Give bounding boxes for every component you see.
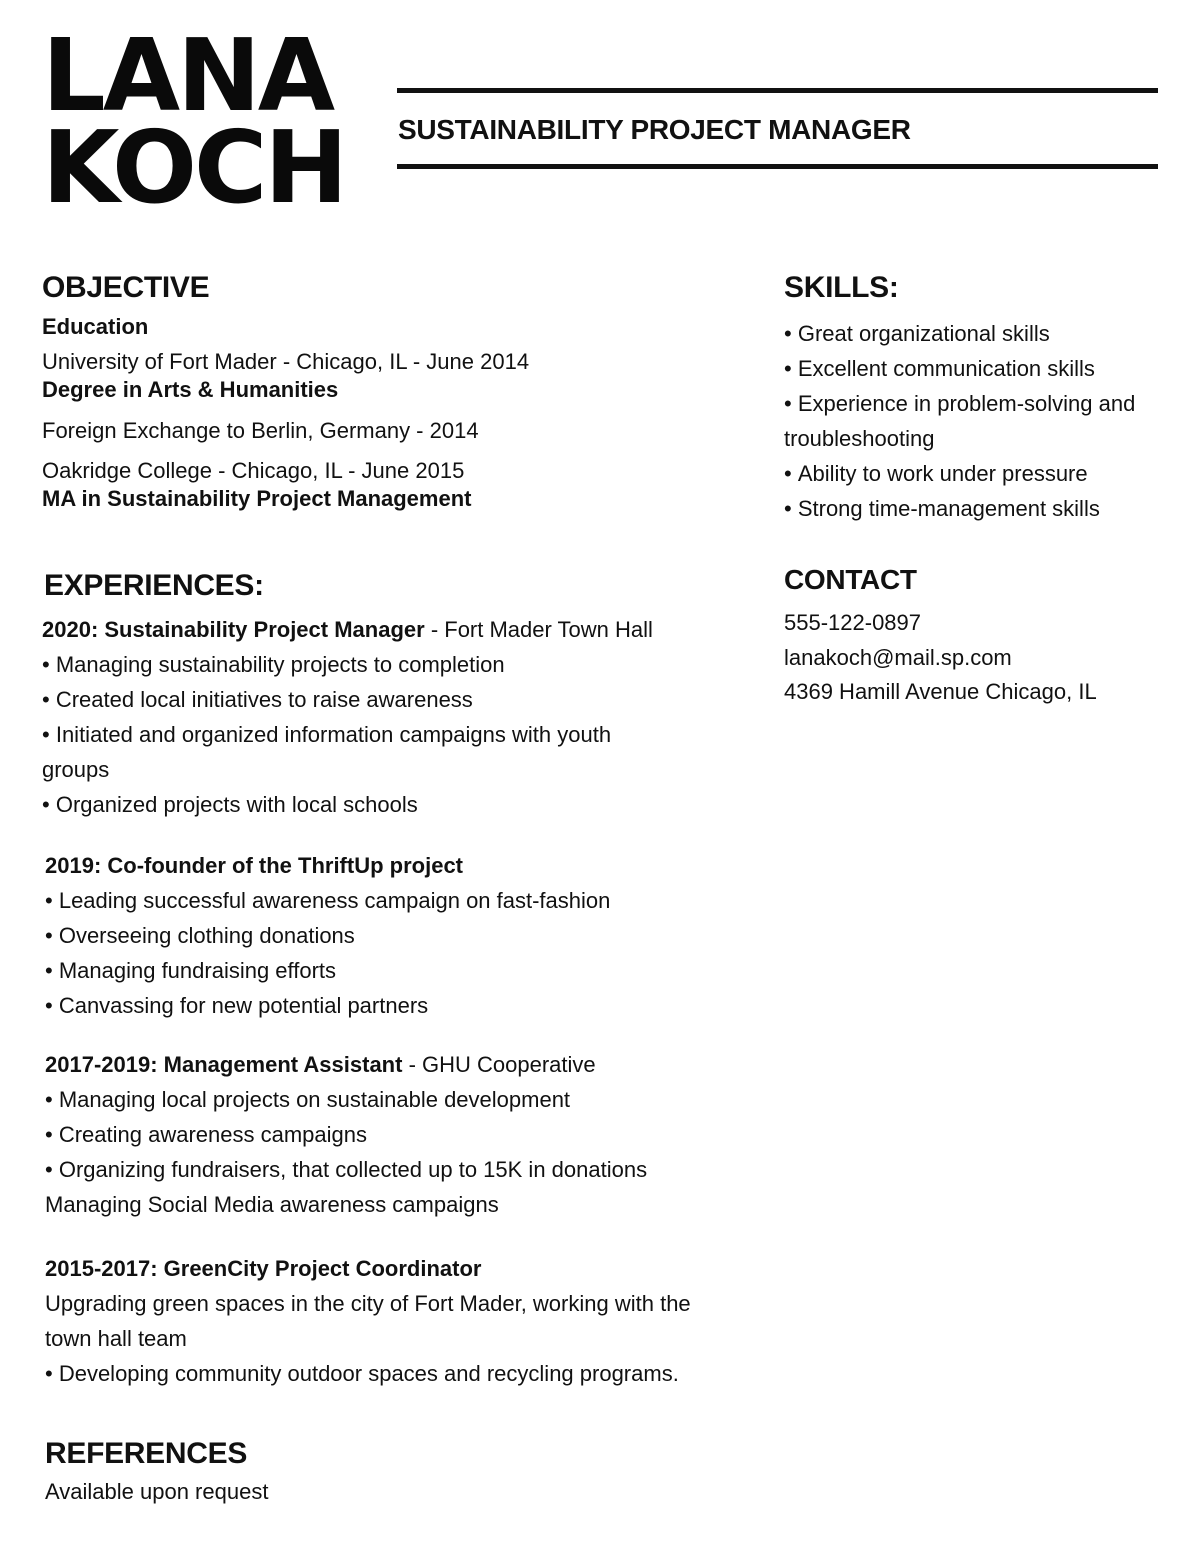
header-rule-top <box>397 88 1158 93</box>
contact-address: 4369 Hamill Avenue Chicago, IL <box>784 679 1097 704</box>
job-title: 2017-2019: Management Assistant <box>45 1052 403 1077</box>
job-entry <box>45 848 742 1023</box>
job-bullet: • Canvassing for new potential partners <box>45 988 742 1023</box>
job-bullet: • Creating awareness campaigns <box>45 1117 742 1152</box>
job-title: 2015-2017: GreenCity Project Coordinator <box>45 1256 482 1281</box>
contact-heading: CONTACT <box>784 564 917 595</box>
education-place: Foreign Exchange to Berlin, Germany - 2014 <box>42 418 479 443</box>
job-entry <box>45 1251 742 1391</box>
job-title: 2019: Co-founder of the ThriftUp project <box>45 853 463 878</box>
last-name: KOCH <box>42 109 346 226</box>
header-rule-bottom <box>397 164 1158 169</box>
skill-item: • Great organizational skills <box>784 316 1169 351</box>
job-heading <box>45 1047 742 1082</box>
job-bullet: • Organizing fundraisers, that collected up to 15K in donations <box>45 1152 742 1187</box>
left-column <box>42 268 742 1509</box>
objective-section <box>42 268 742 513</box>
education-degree: Degree in Arts & Humanities <box>42 377 339 402</box>
experiences-heading: EXPERIENCES: <box>44 569 264 602</box>
job-bullet: • Managing sustainability projects to completion <box>42 647 682 682</box>
job-bullet: • Created local initiatives to raise awareness <box>42 682 682 717</box>
job-heading <box>42 612 742 647</box>
job-title: 2020: Sustainability Project Manager <box>42 617 425 642</box>
job-intro: Upgrading green spaces in the city of Fort Mader, working with the town hall team <box>45 1291 691 1351</box>
skills-heading: SKILLS: <box>784 271 899 304</box>
skills-section <box>784 268 1174 526</box>
contact-phone: 555-122-0897 <box>784 610 922 635</box>
job-bullet: • Developing community outdoor spaces and recycling programs. <box>45 1356 742 1391</box>
job-bullets <box>45 883 742 1023</box>
job-bullet: • Overseeing clothing donations <box>45 918 742 953</box>
job-heading <box>45 848 742 883</box>
first-name: LANA <box>42 17 333 134</box>
job-org: - GHU Cooperative <box>402 1052 596 1077</box>
education-label: Education <box>42 314 149 339</box>
job-bullets <box>45 1082 742 1187</box>
references-section <box>45 1434 742 1509</box>
job-heading <box>45 1251 742 1286</box>
job-entry <box>42 612 742 822</box>
skill-item: • Excellent communication skills <box>784 351 1169 386</box>
right-column <box>784 268 1174 710</box>
job-title: SUSTAINABILITY PROJECT MANAGER <box>398 114 911 145</box>
skills-list <box>784 316 1169 526</box>
job-bullet: • Initiated and organized information campaigns with youth groups <box>42 717 682 787</box>
education-degree: MA in Sustainability Project Management <box>42 486 472 511</box>
education-place: Oakridge College - Chicago, IL - June 2015 <box>42 458 465 483</box>
candidate-name <box>42 17 346 226</box>
job-bullet: • Managing fundraising efforts <box>45 953 742 988</box>
job-org: - Fort Mader Town Hall <box>424 617 653 642</box>
contact-section <box>784 560 1174 710</box>
contact-email: lanakoch@mail.sp.com <box>784 644 1012 670</box>
references-heading: REFERENCES <box>45 1437 248 1470</box>
job-bullet: • Managing local projects on sustainable development <box>45 1082 742 1117</box>
skill-item: • Strong time-management skills <box>784 491 1169 526</box>
skill-item: • Ability to work under pressure <box>784 456 1169 491</box>
objective-heading: OBJECTIVE <box>42 271 210 304</box>
job-bullet: • Leading successful awareness campaign on fast-fashion <box>45 883 742 918</box>
skill-item: • Experience in problem-solving and troubleshooting <box>784 386 1169 456</box>
experiences-section <box>44 566 742 1391</box>
job-bullets <box>42 647 682 822</box>
job-bullets <box>45 1356 742 1391</box>
references-text: Available upon request <box>45 1479 269 1504</box>
education-place: University of Fort Mader - Chicago, IL - June 2014 <box>42 349 530 374</box>
job-bullet: • Organized projects with local schools <box>42 787 682 822</box>
job-extra-line: Managing Social Media awareness campaigns <box>45 1192 499 1217</box>
job-entry <box>45 1047 742 1222</box>
